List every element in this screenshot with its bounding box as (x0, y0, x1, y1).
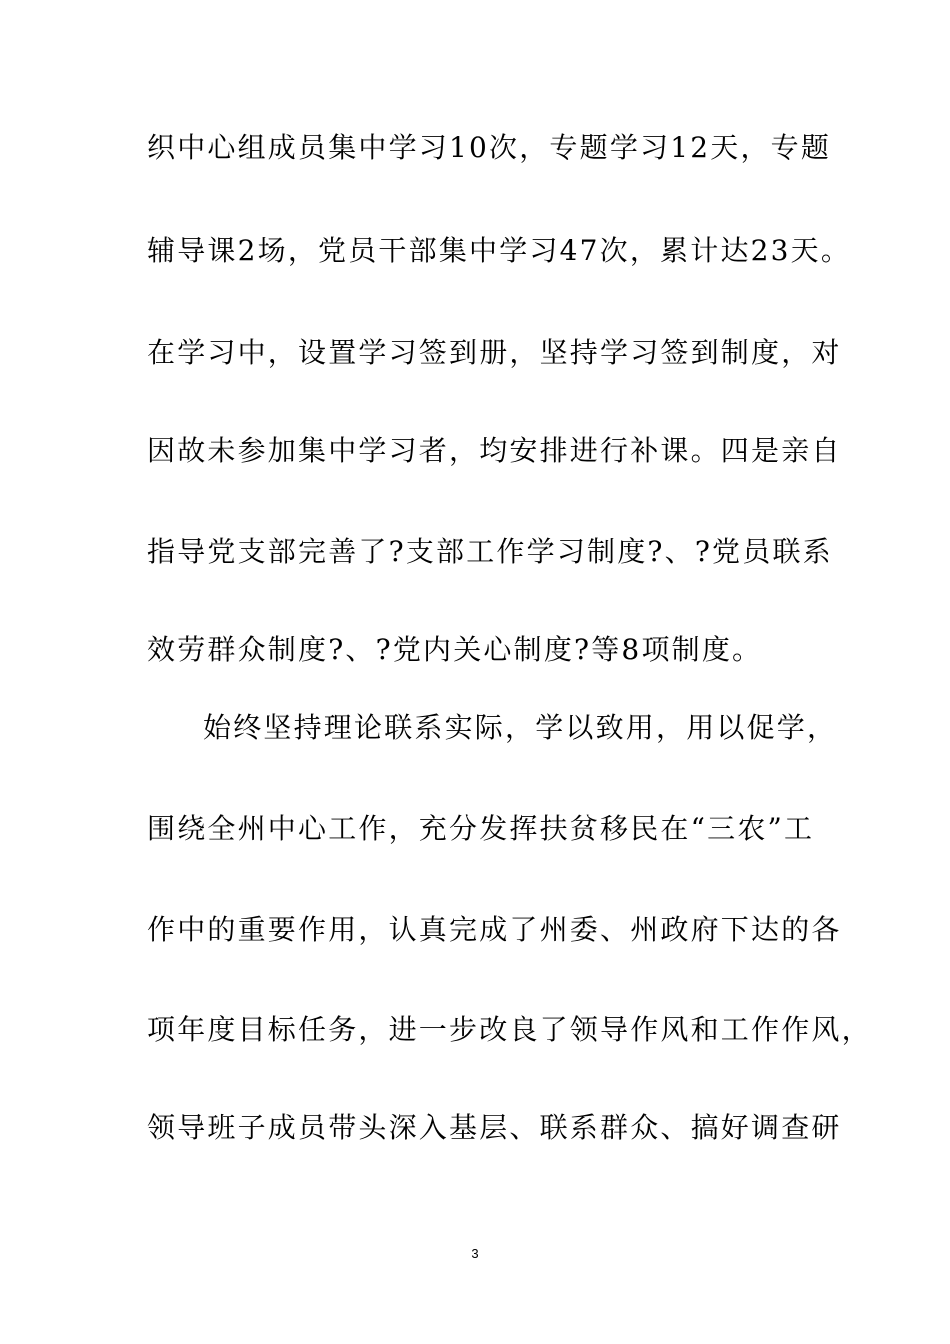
text-line-1: 织中心组成员集中学习10次，专题学习12天，专题 (147, 131, 832, 164)
text-line-4: 因故未参加集中学习者，均安排进行补课。四是亲自 (147, 434, 842, 467)
text-line-10: 项年度目标任务，进一步改良了领导作风和工作作风， (147, 1013, 872, 1046)
text-line-11: 领导班子成员带头深入基层、联系群众、搞好调查研 (147, 1111, 842, 1144)
text-line-6: 效劳群众制度?、?党内关心制度?等8项制度。 (147, 633, 763, 666)
text-line-8: 围绕全州中心工作，充分发挥扶贫移民在“三农”工 (147, 812, 815, 845)
text-line-7-paragraph-start: 始终坚持理论联系实际，学以致用，用以促学， (203, 711, 838, 744)
text-line-9: 作中的重要作用，认真完成了州委、州政府下达的各 (147, 913, 842, 946)
text-line-3: 在学习中，设置学习签到册，坚持学习签到制度，对 (147, 336, 842, 369)
page-number: 3 (471, 1246, 479, 1261)
text-line-2: 辅导课2场，党员干部集中学习47次，累计达23天。 (147, 234, 852, 267)
text-line-5: 指导党支部完善了?支部工作学习制度?、?党员联系 (147, 535, 833, 568)
